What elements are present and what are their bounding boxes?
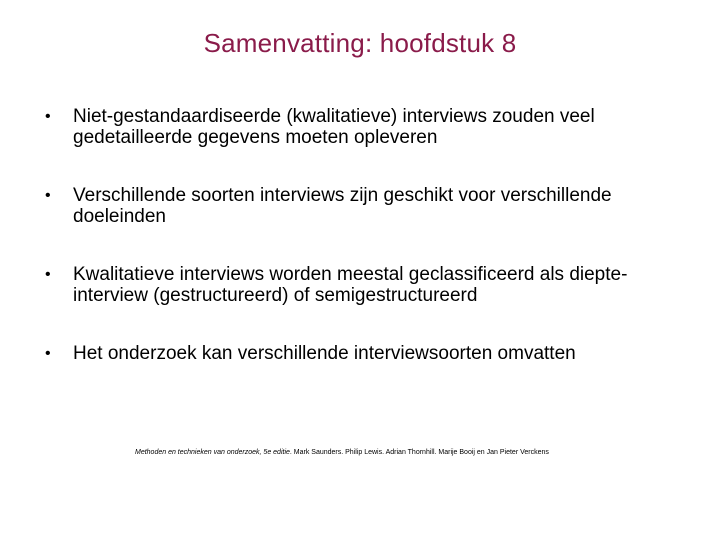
citation-authors: . Mark Saunders. Philip Lewis. Adrian Thornhill. Marije Booij en Jan Pieter Verckens <box>289 449 549 456</box>
bullet-item <box>42 185 682 227</box>
bullet-text: Verschillende soorten interviews zijn geschikt voor verschillende doeleinden <box>73 185 612 227</box>
bullet-list <box>42 106 682 364</box>
slide-title: Samenvatting: hoofdstuk 8 <box>203 28 517 58</box>
bullet-marker: • <box>45 108 51 125</box>
citation-book-title: Methoden en technieken van onderzoek, 5e editie <box>135 449 290 456</box>
bullet-text: Kwalitatieve interviews worden meestal geclassificeerd als diepte-interview (gestructureerd) of semigestructureerd <box>73 264 628 306</box>
bullet-marker: • <box>45 345 51 362</box>
source-citation <box>135 448 625 457</box>
bullet-item <box>42 343 682 364</box>
bullet-text: Het onderzoek kan verschillende interviewsoorten omvatten <box>73 343 576 364</box>
bullet-item <box>42 106 682 148</box>
bullet-text: Niet-gestandaardiseerde (kwalitatieve) interviews zouden veel gedetailleerde gegevens moeten opleveren <box>73 106 595 148</box>
bullet-item <box>42 264 682 306</box>
bullet-marker: • <box>45 266 51 283</box>
bullet-marker: • <box>45 187 51 204</box>
